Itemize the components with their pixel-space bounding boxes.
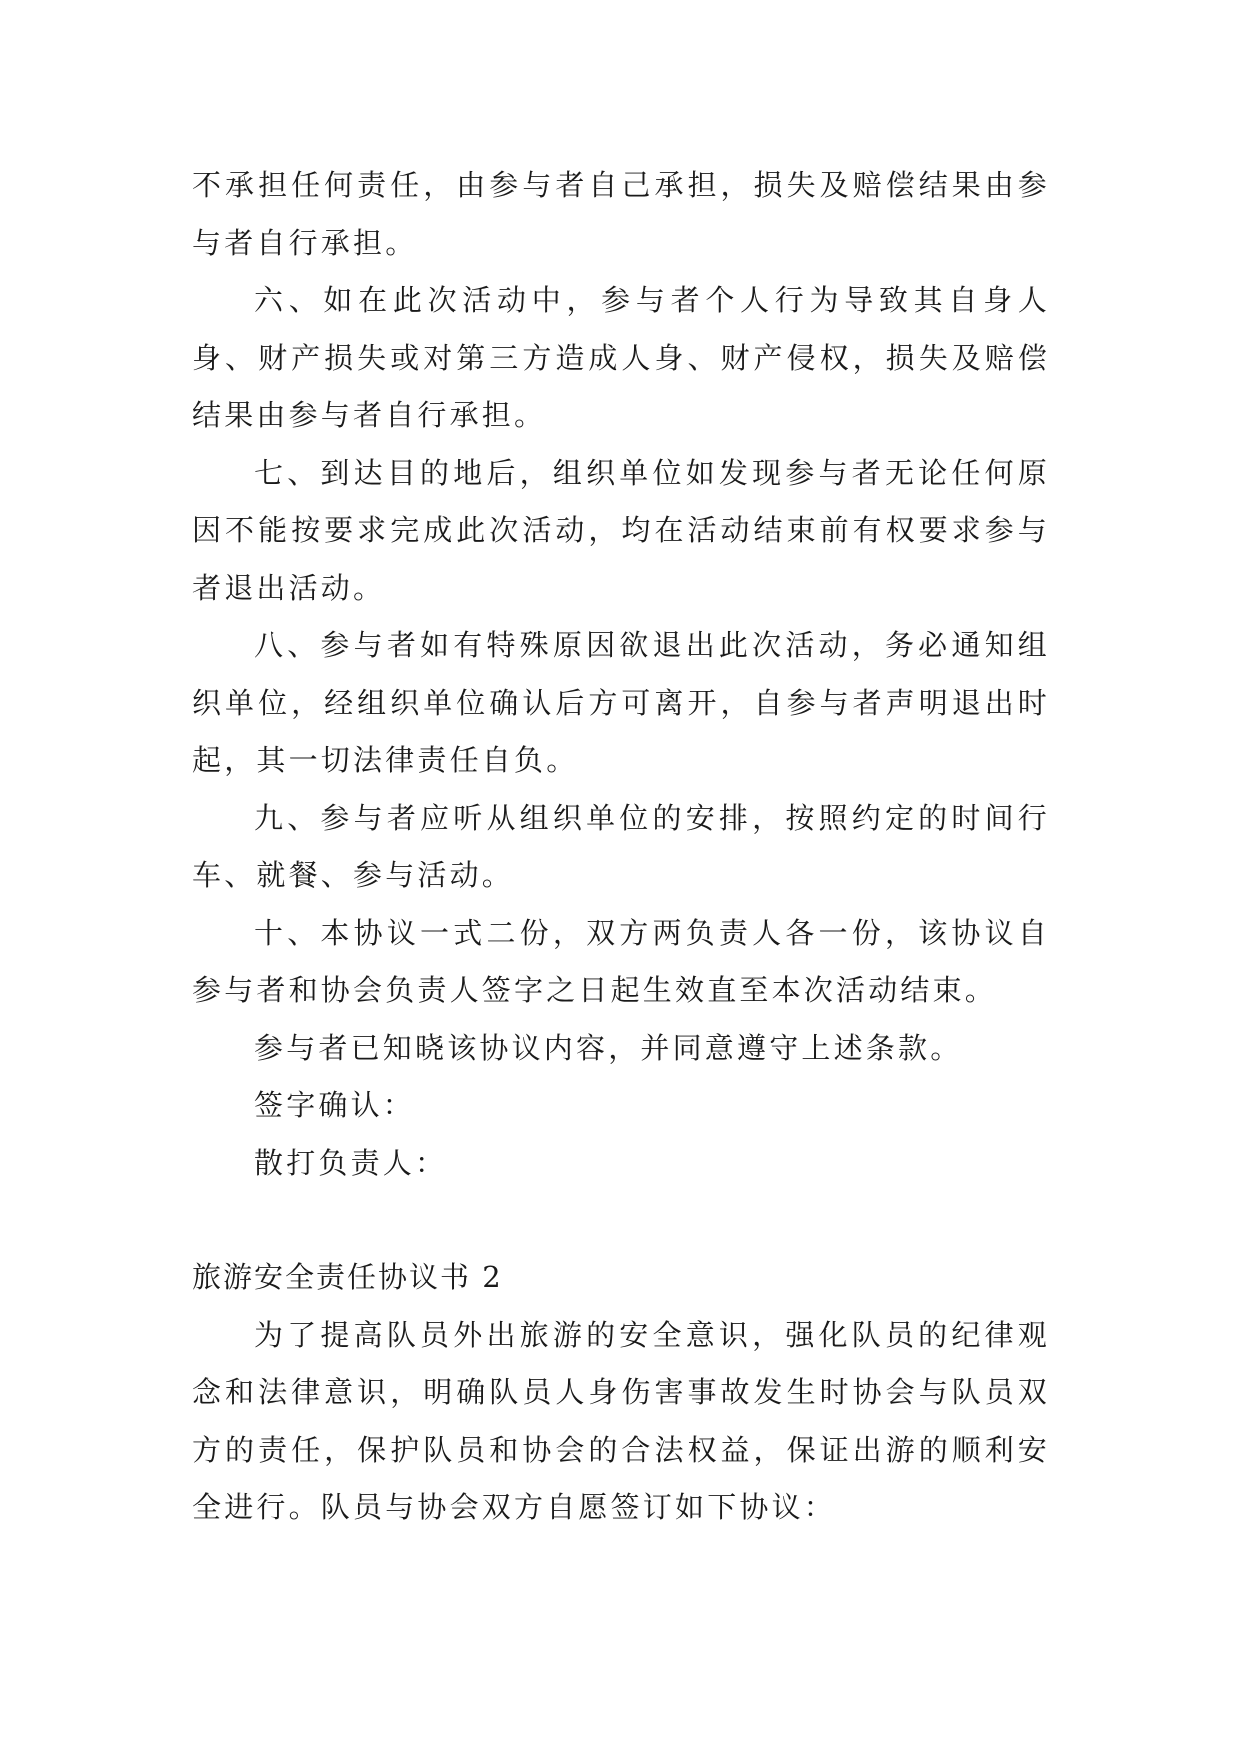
paragraph-clause-10: 十、本协议一式二份，双方两负责人各一份，该协议自参与者和协会负责人签字之日起生效直至本次活动结束。 (192, 915, 1050, 1007)
signature-confirm-line: 签字确认： (254, 1088, 416, 1122)
paragraph-acknowledgement: 参与者已知晓该协议内容，并同意遵守上述条款。 (254, 1030, 963, 1065)
paragraph-clause-8: 八、参与者如有特殊原因欲退出此次活动，务必通知组织单位，经组织单位确认后方可离开，自参与者声明退出时起，其一切法律责任自负。 (192, 628, 1050, 777)
signature-leader-line: 散打负责人： (254, 1145, 448, 1180)
paragraph-intro: 为了提高队员外出旅游的安全意识，强化队员的纪律观念和法律意识，明确队员人身伤害事故发生时协会与队员双方的责任，保护队员和协会的合法权益，保证出游的顺利安全进行。队员与协会双方自愿签订如下协议： (192, 1317, 1050, 1524)
paragraph-clause-7: 七、到达目的地后，组织单位如发现参与者无论任何原因不能按要求完成此次活动，均在活动结束前有权要求参与者退出活动。 (192, 455, 1050, 605)
paragraph-clause-6: 六、如在此次活动中，参与者个人行为导致其自身人身、财产损失或对第三方造成人身、财产侵权，损失及赔偿结果由参与者自行承担。 (192, 283, 1050, 432)
paragraph-liability-continuation: 不承担任何责任，由参与者自己承担，损失及赔偿结果由参与者自行承担。 (192, 168, 1050, 260)
document-body (192, 157, 1050, 1537)
paragraph-clause-9: 九、参与者应听从组织单位的安排，按照约定的时间行车、就餐、参与活动。 (192, 800, 1050, 892)
section-title: 旅游安全责任协议书 2 (192, 1260, 503, 1294)
